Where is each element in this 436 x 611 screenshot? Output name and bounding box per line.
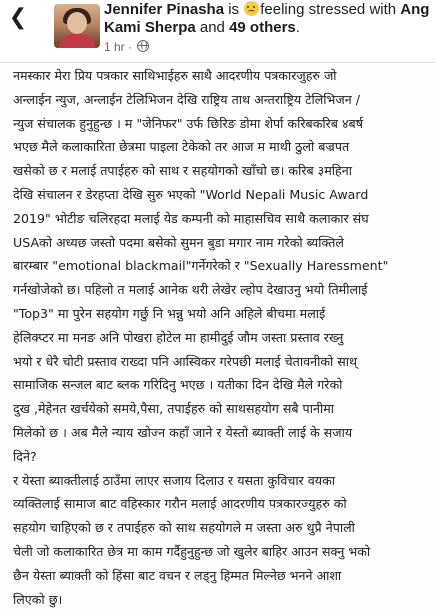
- post-text-line: र येस्ता ब्याक्तीलाई ठाउँमा लाएर सजाय दिलाउ र यसता कुविचार वयका: [13, 472, 336, 488]
- post-text-line: भएछ मैले कलाकारिता छेत्रमा पाइला टेकेको तर आज म माथी ठुलो बज्रपत: [13, 139, 350, 155]
- post-meta: 1 hr ·: [104, 40, 149, 54]
- post-text-line: सामाजिक सन्जल बाट ब्लक गरिदिनु भएछ । यतीका दिन देखि मैले गरेको: [13, 377, 343, 393]
- post-text-line: हेलिक्प्टर मा मनङ अनि पोखरा होटेल मा हामीदुई जौम जस्ता प्रस्ताव रख्नु: [13, 329, 344, 345]
- globe-icon: [137, 40, 149, 52]
- tagged-user[interactable]: Ang Kami Sherpa: [104, 1, 430, 36]
- post-text-line: व्यक्तिलाई सामाज बाट वहिस्कार गरौन मलाई आदरणीय पत्रकारज्युहरु को: [13, 496, 347, 512]
- post-text-line: "Top3" मा पुरेन सहयोग गर्छु नि भन्नु भयो अनि अहिले बीचमा मलाई: [13, 305, 326, 321]
- post-text-line: भयो र धेरै चोटी प्रस्ताव राख्दा पनि आस्विकर गरेपछी मलाई चेतावनीको साथ्: [13, 353, 358, 369]
- post-text-line: मिलेको छ । अब मैले न्याय खोज्न कहाँ जाने र येस्तो ब्याक्ती लाई के सजाय: [13, 424, 353, 440]
- post-text-line: खसेको छ र मलाई तपाईहरु को साथ र सहयोगको खाँचो छ। करिब ३महिना: [13, 163, 352, 179]
- post-text-line: देखि संचालन र डेरहप्ता देखि सुरु भएको "World Nepali Music Award: [13, 186, 369, 202]
- post-text-line: नमस्कार मेरा प्रिय पत्रकार साथिभाईहरु साथै आदरणीय पत्रकारजुहरु जो: [13, 68, 337, 83]
- post-text-line: USAको अध्यछ जस्तो पदमा बसेको सुमन बुडा मगार नाम गरेको ब्यक्तिले: [13, 234, 344, 250]
- post-header: [0, 0, 436, 63]
- post-text-line: चेली जो कलाकारित छेत्र मा काम गर्दैहुनुहुन्छ जो खुलेर बाहिर आउन सक्नु भको: [13, 543, 371, 559]
- post-text-line: गर्नखोजेको छ। पहिलो त मलाई आनेक थरी लेखेर ल्होप देखाउनु भयो तिमीलाई: [13, 282, 368, 298]
- post-text-line: सहयोग चाहिएको छ र तपाईहरु को साथ सहयोगले म जस्ता अरु थुप्रै नेपाली: [13, 520, 355, 536]
- avatar[interactable]: [54, 4, 100, 48]
- post-text-line: न्युज संचालक हुनुहुन्छ । म "जेनिफर" उर्फ छिरिङ डोमा शेर्पा करिबकरिब ४बर्ष: [13, 115, 363, 131]
- author-name[interactable]: Jennifer Pinasha: [104, 1, 225, 18]
- tagged-others-link[interactable]: 49 others: [229, 19, 296, 36]
- post-text-line: बारम्बार "emotional blackmail"गर्नेगरेको र "Sexually Haressment": [13, 258, 389, 274]
- post-text-line: अन्लाईन न्युज, अन्लाईन टेलिभिजन देखि राष्ट्रिय ताथ अन्तराष्ट्रिय टेलिभिजन /: [13, 91, 360, 107]
- post-text-line: दिने?: [13, 448, 37, 464]
- post-text-line: छैन येस्ता ब्याक्ती को हिंसा बाट वचन र लड्नु हिम्मत मिल्नेछ भनने आशा: [13, 567, 342, 583]
- post-text-line: लिएको छु।: [13, 591, 63, 607]
- chevron-left-icon[interactable]: ❮: [8, 5, 28, 30]
- feeling-text: feeling stressed: [260, 1, 366, 18]
- post-text-line: 2019" भोटीङ चलिरहदा मलाई येड कम्पनी को माहासचिव साथै कलाकार संघ: [13, 210, 369, 226]
- post-body: [13, 64, 431, 611]
- post-time[interactable]: 1 hr: [104, 40, 125, 54]
- post-author-line: Jennifer Pinasha is feeling stressed with Ang Kami Sherpa and 49 others.: [104, 1, 430, 36]
- stressed-emoji-icon: [244, 1, 259, 16]
- post-text-line: दुख ,मेहेनत खर्चयेको समये,पैसा, तपाईहरु को साथसहयोग सबै पानीमा: [13, 401, 334, 417]
